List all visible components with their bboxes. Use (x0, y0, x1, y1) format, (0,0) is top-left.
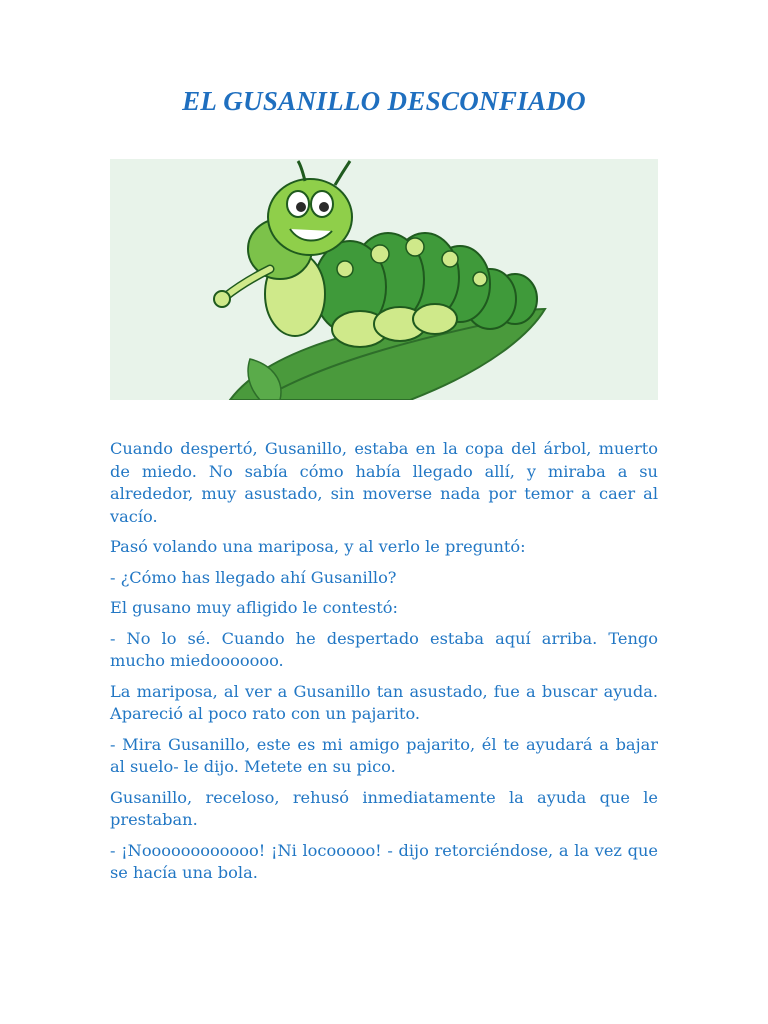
story-paragraph: Gusanillo, receloso, rehusó inmediatamente la ayuda que le prestaban. (110, 787, 658, 829)
caterpillar-on-leaf-illustration (110, 159, 658, 400)
story-paragraph: - ¡Noooooooooooo! ¡Ni locooooo! - dijo retorciéndose, a la vez que se hacía una bola. (110, 840, 658, 882)
page-title: EL GUSANILLO DESCONFIADO (182, 86, 586, 116)
story-paragraph: - No lo sé. Cuando he despertado estaba aquí arriba. Tengo mucho miedooooooo. (110, 628, 658, 670)
story-paragraph: Pasó volando una mariposa, y al verlo le preguntó: (110, 537, 526, 556)
story-paragraph: La mariposa, al ver a Gusanillo tan asustado, fue a buscar ayuda. Apareció al poco rato con un pajarito. (110, 681, 658, 723)
story-paragraph: - ¿Cómo has llegado ahí Gusanillo? (110, 567, 397, 587)
story-paragraph: Cuando despertó, Gusanillo, estaba en la copa del árbol, muerto de miedo. No sabía cómo había llegado allí, y miraba a su alrededor, muy asustado, sin moverse nada por temor a caer al vacío. (110, 439, 658, 526)
story-body (110, 438, 658, 893)
caterpillar-icon (110, 159, 658, 400)
story-paragraph: El gusano muy afligido le contestó: (110, 598, 398, 617)
story-paragraph: - Mira Gusanillo, este es mi amigo pajarito, él te ayudará a bajar al suelo- le dijo. Metete en su pico. (110, 734, 658, 776)
